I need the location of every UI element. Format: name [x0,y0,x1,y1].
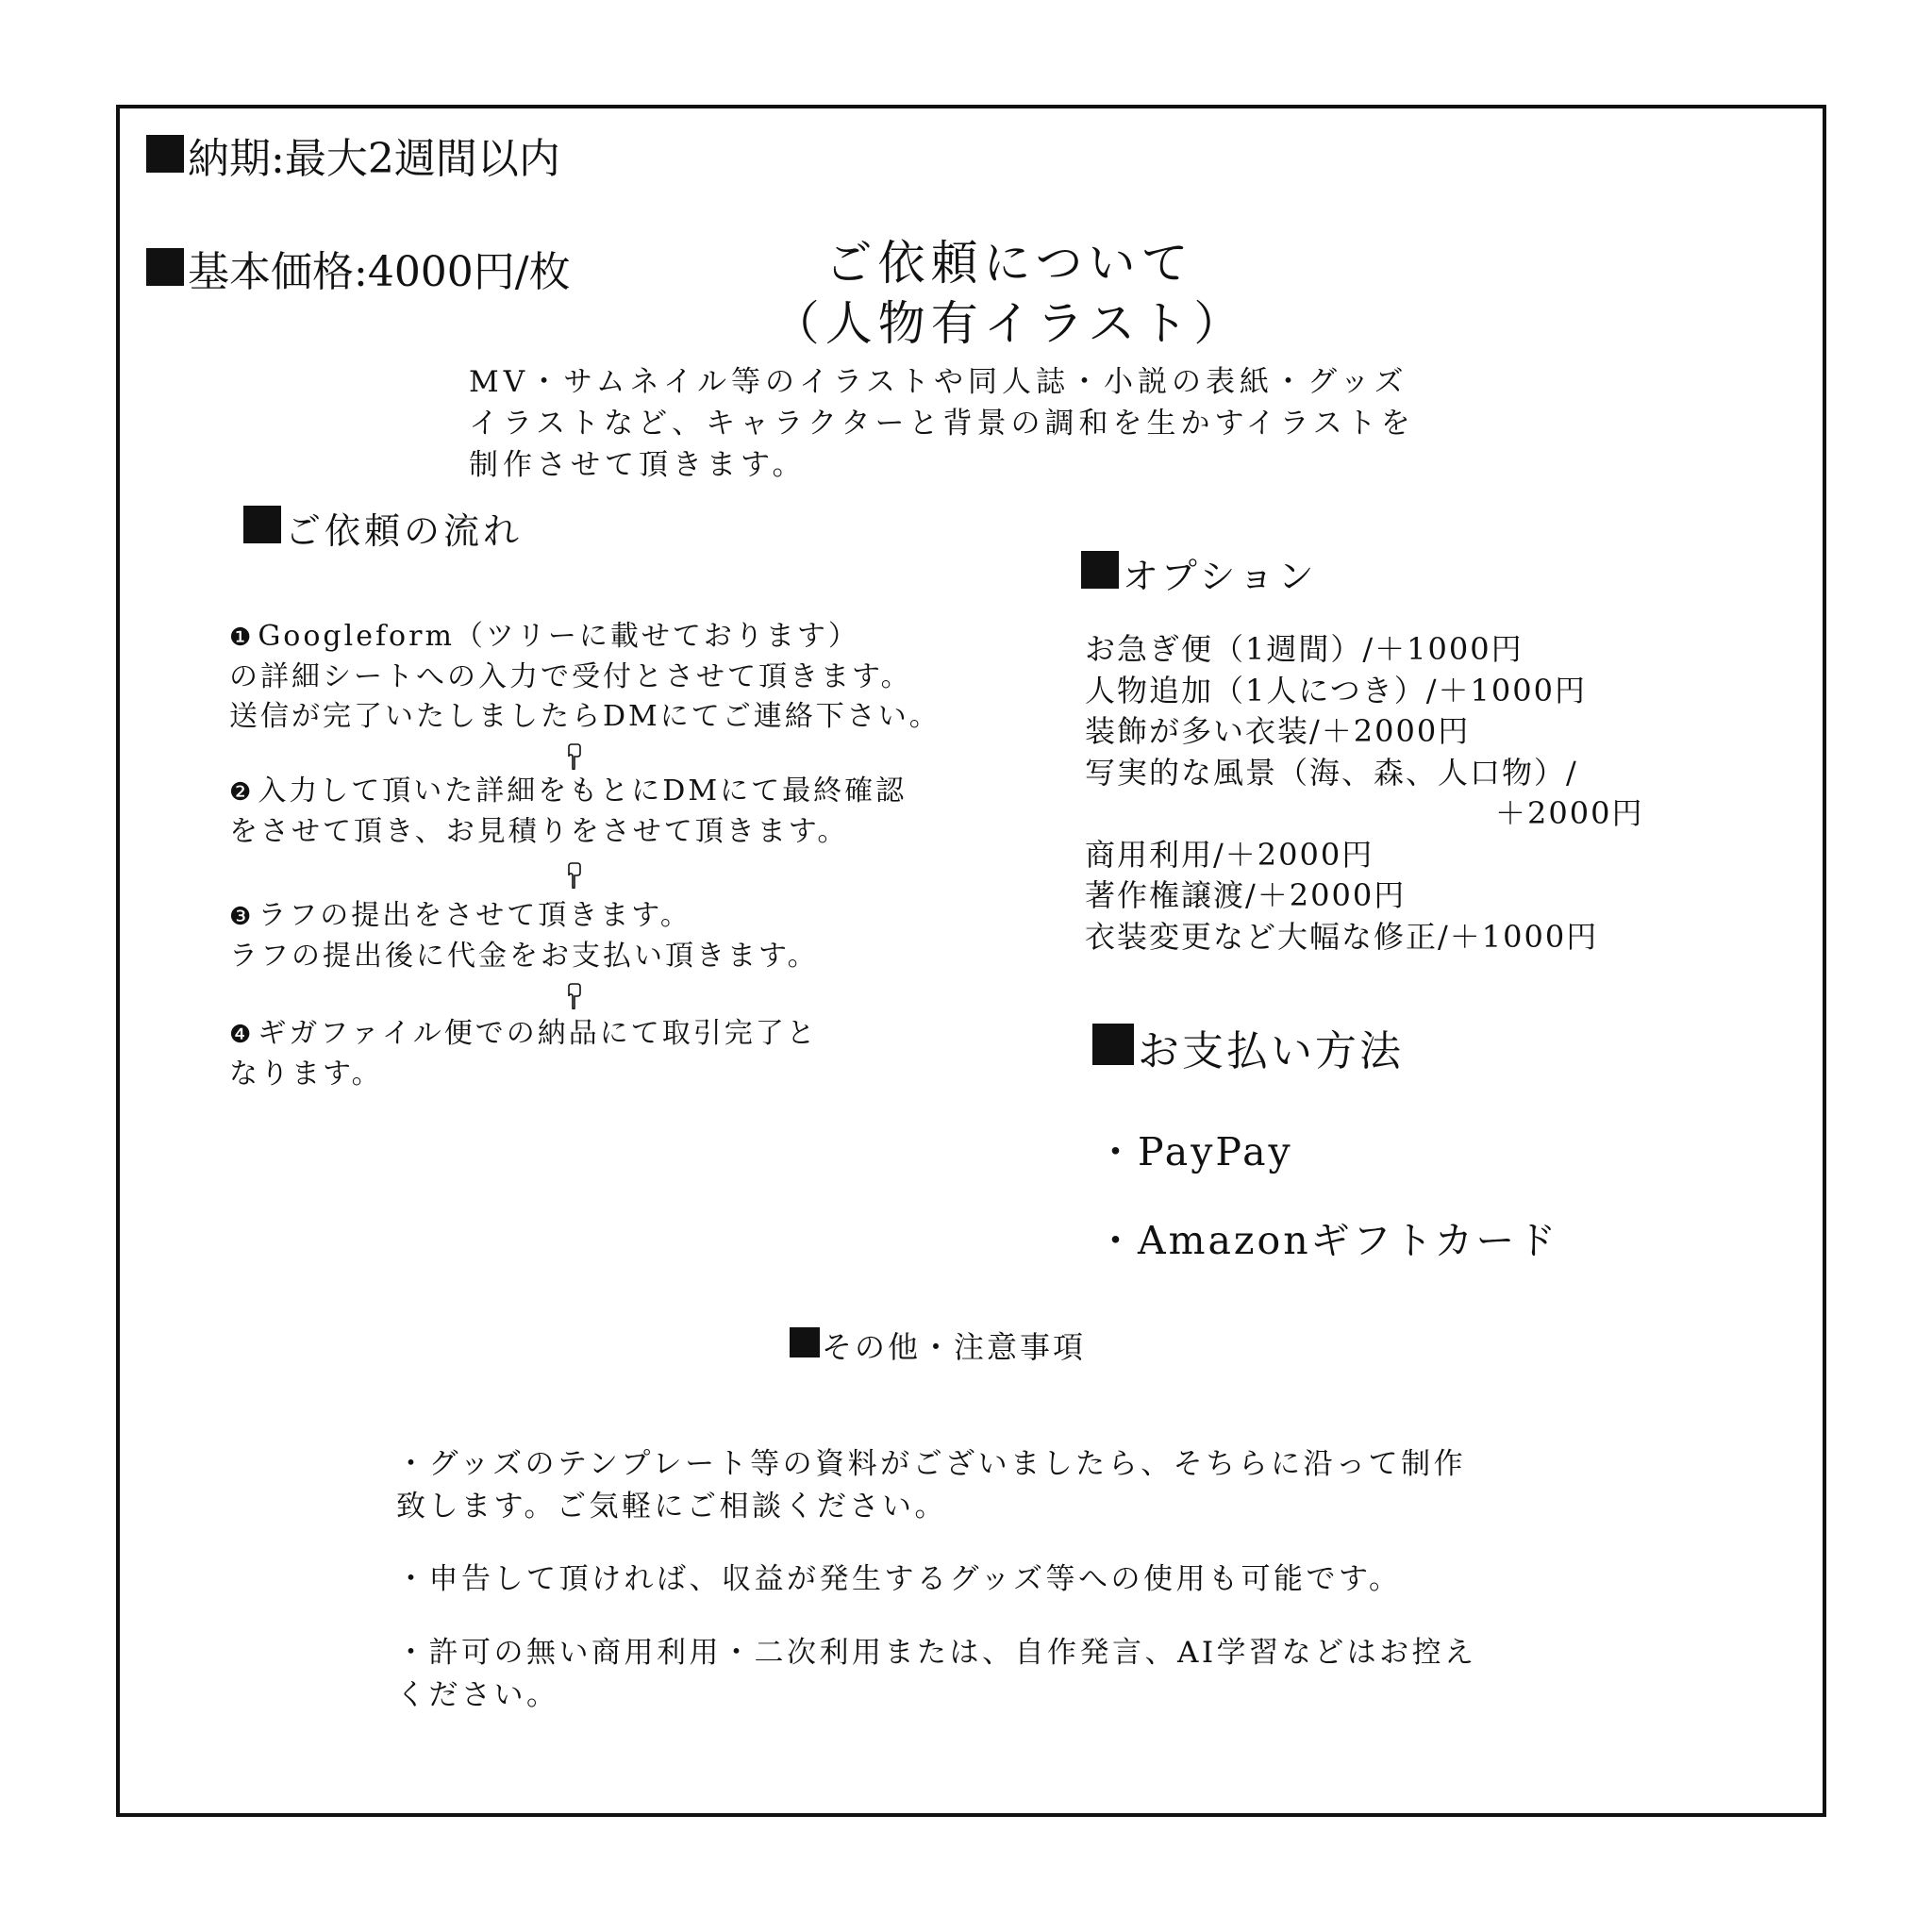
pointing-down-hand-icon [564,741,583,770]
note-item-3 [396,1632,1477,1717]
flow-heading [243,502,523,554]
options-list [1085,629,1643,958]
step-number-1: ❶ [229,624,255,652]
price-text: 基本価格:4000円/枚 [188,248,571,296]
intro-paragraph [469,361,1415,486]
pointing-down-hand-icon [564,981,583,1009]
note-line: 致します。ご気軽にご相談ください。 [396,1490,948,1524]
payment-method-paypay: ・PayPay [1096,1129,1293,1174]
title-line-1: ご依頼について [824,236,1194,291]
step-number-4: ❹ [229,1021,255,1049]
notes-heading [790,1324,1086,1367]
flow-step-1 [229,617,941,737]
step-line: ギガファイル便での納品にて取引完了と [258,1017,818,1050]
flow-step-3 [229,896,819,976]
note-line: ください。 [396,1678,559,1712]
option-item: 衣装変更など大幅な修正/＋1000円 [1085,918,1599,955]
flow-step-4 [229,1014,818,1094]
delivery-text: 納期:最大2週間以内 [188,135,560,183]
step-line: 送信が完了いたしましたらDMにてご連絡下さい。 [229,700,941,733]
step-line: の詳細シートへの入力で受付とさせて頂きます。 [229,660,912,693]
option-item: お急ぎ便（1週間）/＋1000円 [1085,631,1524,667]
square-bullet-icon [790,1327,820,1357]
notes-heading-text: その他・注意事項 [822,1329,1087,1365]
step-number-3: ❸ [229,903,255,931]
step-line: なります。 [229,1058,383,1091]
title-line-2: （人物有イラスト） [772,296,1247,351]
options-heading-text: オプション [1123,556,1318,597]
flow-heading-text: ご依頼の流れ [285,510,524,552]
option-item: 著作権譲渡/＋2000円 [1085,877,1407,913]
option-item: 人物追加（1人につき）/＋1000円 [1085,672,1587,708]
option-item-price: ＋2000円 [1495,795,1644,831]
delivery-period [146,125,560,185]
step-line: ラフの提出をさせて頂きます。 [258,899,691,932]
note-line: ・グッズのテンプレート等の資料がございましたら、そちらに沿って制作 [396,1447,1467,1481]
note-item-1 [396,1443,1466,1528]
payment-heading-text: お支払い方法 [1138,1027,1404,1075]
square-bullet-icon [1081,551,1119,589]
step-line: ラフの提出後に代金をお支払い頂きます。 [229,940,819,973]
note-line: ・申告して頂ければ、収益が発生するグッズ等への使用も可能です。 [396,1562,1402,1596]
step-line: をさせて頂き、お見積りをさせて頂きます。 [229,815,849,848]
square-bullet-icon [146,248,184,286]
step-number-2: ❷ [229,778,255,807]
intro-line: イラストなど、キャラクターと背景の調和を生かすイラストを [469,407,1415,441]
option-item: 写実的な風景（海、森、人口物）/ [1085,754,1578,791]
intro-line: MV・サムネイル等のイラストや同人誌・小説の表紙・グッズ [469,365,1408,399]
square-bullet-icon [243,506,281,543]
payment-heading [1092,1017,1404,1077]
step-line: 入力して頂いた詳細をもとにDMにて最終確認 [258,774,908,808]
option-item: 商用利用/＋2000円 [1085,836,1374,873]
intro-line: 制作させて頂きます。 [469,448,807,482]
step-line: Googleform（ツリーに載せております） [258,620,859,653]
square-bullet-icon [1092,1024,1134,1065]
note-line: ・許可の無い商用利用・二次利用または、自作発言、AI学習などはお控え [396,1636,1477,1670]
flow-step-2 [229,772,907,852]
note-item-2 [396,1558,1401,1601]
base-price [146,238,571,298]
page-title [736,233,1283,354]
pointing-down-hand-icon [564,860,583,889]
option-item: 装飾が多い衣装/＋2000円 [1085,713,1471,749]
square-bullet-icon [146,135,184,173]
payment-method-amazon: ・Amazonギフトカード [1096,1218,1559,1263]
options-heading [1081,547,1318,599]
